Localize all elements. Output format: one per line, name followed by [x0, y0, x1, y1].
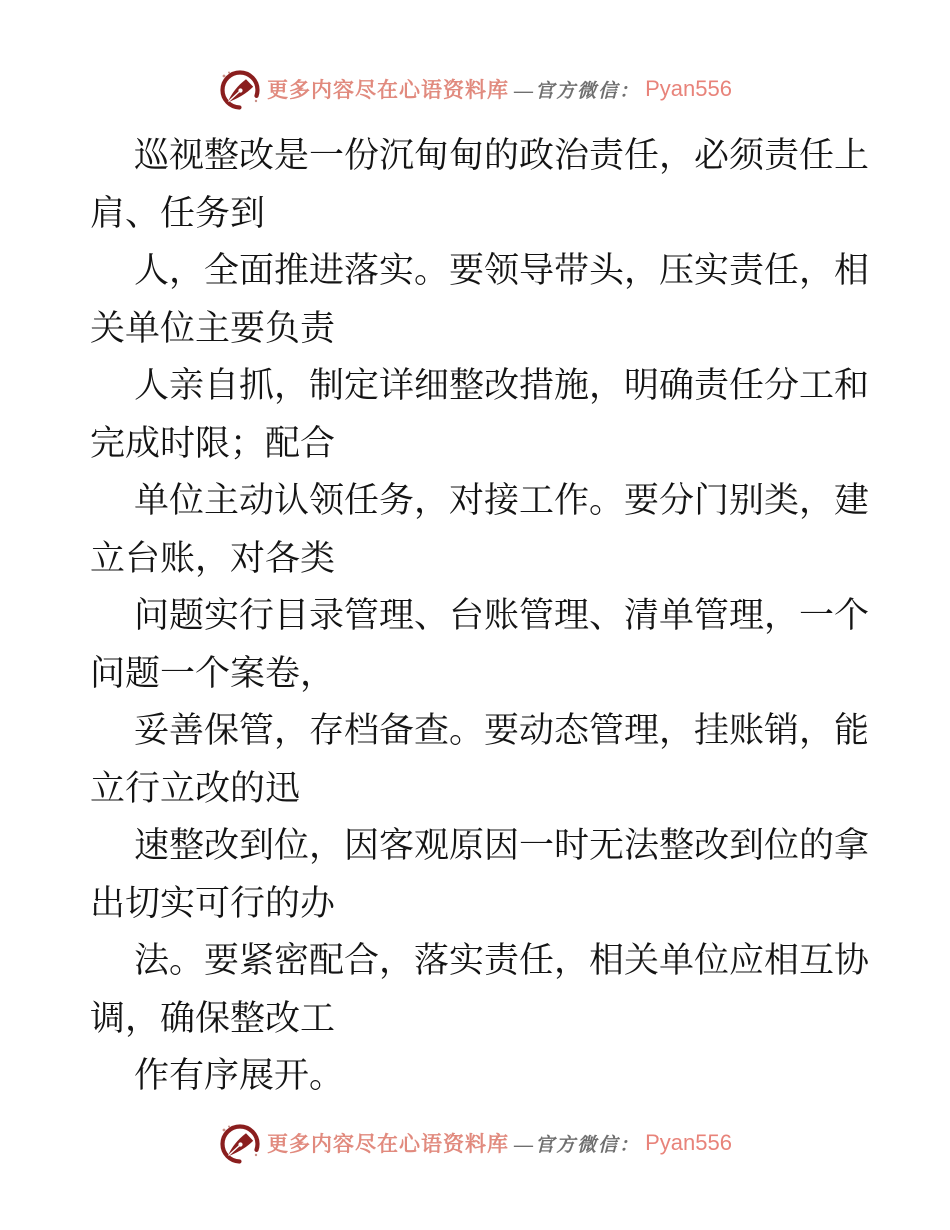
- text-line: 人亲自抓，制定详细整改措施，明确责任分工和: [134, 366, 870, 405]
- watermark-separator-text: —官方微信：: [514, 1134, 641, 1156]
- text-line: 立行立改的迅: [90, 768, 301, 808]
- watermark-brand-text: 更多内容尽在心语资料库: [267, 78, 510, 102]
- text-line: 作有序展开。: [134, 1056, 345, 1095]
- text-line: 问题实行目录管理、台账管理、清单管理，一个: [134, 596, 870, 635]
- text-line: 妥善保管，存档备查。要动态管理，挂账销，能: [134, 711, 870, 750]
- watermark-wechat-id: Pyan556: [645, 76, 732, 101]
- watermark-separator-text: —官方微信：: [514, 80, 641, 102]
- text-line: 调，确保整改工: [90, 998, 336, 1038]
- text-line: 巡视整改是一份沉甸甸的政治责任，必须责任上: [134, 136, 870, 175]
- text-line: 问题一个案卷，: [90, 653, 336, 693]
- header-watermark: [0, 66, 950, 112]
- text-line: 法。要紧密配合，落实责任，相关单位应相互协: [134, 941, 870, 980]
- watermark-wechat-id: Pyan556: [645, 1130, 732, 1155]
- text-line: 速整改到位，因客观原因一时无法整改到位的拿: [134, 826, 870, 865]
- watermark-brand-text: 更多内容尽在心语资料库: [267, 1132, 510, 1156]
- text-line: 完成时限；配合: [90, 423, 336, 463]
- pen-nib-circle-icon: [218, 1121, 262, 1165]
- text-line: 肩、任务到: [90, 193, 266, 233]
- text-line: 人，全面推进落实。要领导带头，压实责任，相: [134, 251, 870, 290]
- footer-watermark: [0, 1120, 950, 1166]
- text-line: 单位主动认领任务，对接工作。要分门别类，建: [134, 481, 870, 520]
- text-line: 出切实可行的办: [90, 883, 336, 923]
- document-body: [90, 127, 870, 1105]
- text-line: 关单位主要负责: [90, 308, 336, 348]
- text-line: 立台账，对各类: [90, 538, 336, 578]
- pen-nib-circle-icon: [218, 67, 262, 111]
